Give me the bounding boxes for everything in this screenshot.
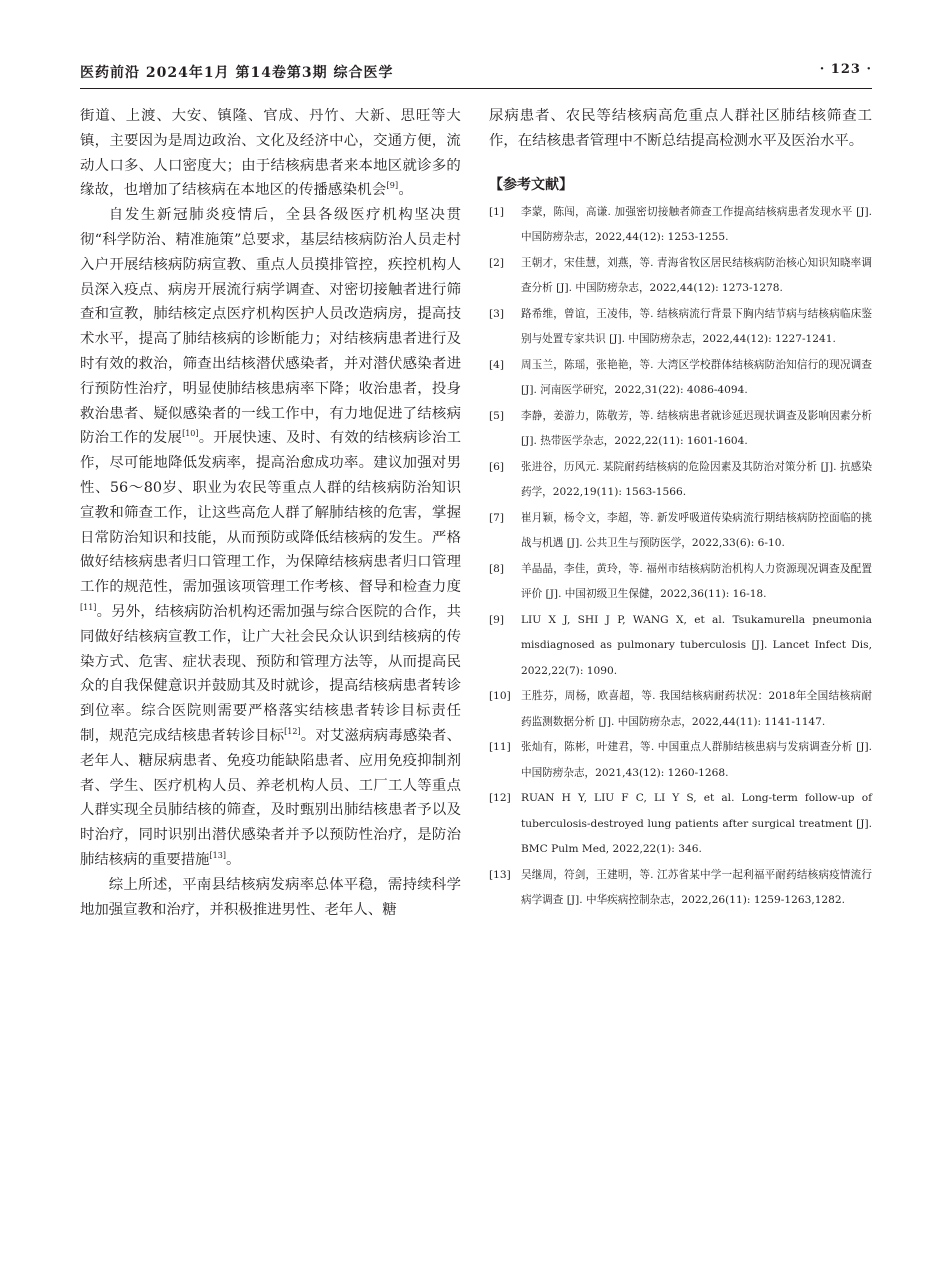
paragraph: 尿病患者、农民等结核病高危重点人群社区肺结核筛查工作，在结核患者管理中不断总结提高检测水平及医治水平。 [489,108,872,149]
reference-item: [3] 路希维，曾谊，王凌伟，等. 结核病流行背景下胸内结节病与结核病临床鉴别与处置专家共识 [J]. 中国防痨杂志，2022,44(12): 1227-1241. [489,307,872,346]
left-column [80,104,461,922]
running-header [80,62,872,89]
reference-item: [10] 王胜芬，周杨，欧喜超，等. 我国结核病耐药状况：2018年全国结核病耐药监测数据分析 [J]. 中国防痨杂志，2022,44(11): 1141-1147. [489,690,872,728]
reference-item: [9] LIU X J, SHI J P, WANG X, et al. Tsukamurella pneumonia misdiagnosed as pulmonary tuberculosis [J]. Lancet Infect Dis, 2022,22(7): 1090. [489,613,872,677]
references-heading: 【参考文献】 [489,176,573,193]
reference-item: [8] 羊晶晶，李佳，黄玲，等. 福州市结核病防治机构人力资源现况调查及配置评价 [J]. 中国初级卫生保健，2022,36(11): 16-18. [489,562,872,601]
right-column [489,104,872,914]
reference-item: [12] RUAN H Y, LIU F C, LI Y S, et al. Long-term follow-up of tuberculosis-destroyed lung patients after surgical treatment [J]. BMC Pulm Med, 2022,22(1): 346. [489,792,872,856]
page-number: · 123 · [819,62,872,77]
reference-item: [1] 李蒙，陈闯，高谦. 加强密切接触者筛查工作提高结核病患者发现水平 [J]. 中国防痨杂志，2022,44(12): 1253-1255. [489,205,872,244]
reference-item: [5] 李静，姜游力，陈敬芳，等. 结核病患者就诊延迟现状调查及影响因素分析 [J]. 热带医学杂志，2022,22(11): 1601-1604. [489,409,872,448]
paragraph: 自发生新冠肺炎疫情后，全县各级医疗机构坚决贯彻“科学防治、精准施策”总要求，基层结核病防治人员走村入户开展结核病防病宣教、重点人员摸排管控，疾控机构人员深入疫点、病房开展流行病学调查、对密切接触者进行筛查和宣教，肺结核定点医疗机构医护人员改造病房，提高技术水平，提高了肺结核病的诊断能力；对结核病患者进行及时有效的救治，筛查出结核潜伏感染者，并对潜伏感染者进行预防性治疗，明显使肺结核患病率下降；收治患者，投身救治患者、疑似感染者的一线工作中，有力地促进了结核病防治工作的发展[10]。开展快速、及时、有效的结核病诊治工作，尽可能地降低发病率，提高治愈成功率。建议加强对男性、56～80岁、职业为农民等重点人群的结核病防治知识宣教和筛查工作，让这些高危人群了解肺结核的危害，掌握日常防治知识和技能，从而预防或降低结核病的发生。严格做好结核病患者归口管理工作，为保障结核病患者归口管理工作的规范性，需加强该项管理工作考核、督导和检查力度[11]。另外，结核病防治机构还需加强与综合医院的合作，共同做好结核病宣教工作，让广大社会民众认识到结核病的传染方式、危害、症状表现、预防和管理方法等，从而提高民众的自我保健意识并鼓励其及时就诊，提高结核病患者转诊到位率。综合医院则需要严格落实结核患者转诊目标责任制，规范完成结核患者转诊目标[12]。对艾滋病病毒感染者、老年人、糖尿病患者、免疫功能缺陷患者、应用免疫抑制剂者、学生、医疗机构人员、养老机构人员、工厂工人等重点人群实现全员肺结核的筛查，及时甄别出肺结核患者予以及时治疗，同时识别出潜伏感染者并予以预防性治疗，是防治肺结核病的重要措施[13]。 [80,207,461,868]
reference-item: [2] 王朝才，宋佳慧，刘燕，等. 青海省牧区居民结核病防治核心知识知晓率调查分析 [J]. 中国防痨杂志，2022,44(12): 1273-1278. [489,256,872,295]
reference-item: [11] 张灿有，陈彬，叶建君，等. 中国重点人群肺结核患病与发病调查分析 [J]. 中国防痨杂志，2021,43(12): 1260-1268. [489,741,872,779]
paragraph: 街道、上渡、大安、镇隆、官成、丹竹、大新、思旺等大镇，主要因为是周边政治、文化及经济中心，交通方便，流动人口多、人口密度大；由于结核病患者来本地区就诊多的缘故，也增加了结核病在本地区的传播感染机会[9]。 [80,108,461,199]
reference-item: [13] 吴继周，符剑，王建明，等. 江苏省某中学一起利福平耐药结核病疫情流行病学调查 [J]. 中华疾病控制杂志，2022,26(11): 1259-1263,1282. [489,868,872,907]
paragraph: 综上所述，平南县结核病发病率总体平稳，需持续科学地加强宣教和治疗，并积极推进男性、老年人、糖 [80,876,461,918]
reference-item: [6] 张进谷，历风元. 某院耐药结核病的危险因素及其防治对策分析 [J]. 抗感染药学，2022,19(11): 1563-1566. [489,460,872,499]
reference-item: [4] 周玉兰，陈瑶，张艳艳，等. 大湾区学校群体结核病防治知信行的现况调查 [J]. 河南医学研究，2022,31(22): 4086-4094. [489,358,872,397]
reference-list [489,200,872,914]
reference-item: [7] 崔月颖，杨令文，李超，等. 新发呼吸道传染病流行期结核病防控面临的挑战与机遇 [J]. 公共卫生与预防医学，2022,33(6): 6-10. [489,511,872,550]
journal-info: 医药前沿 2024年1月 第14卷第3期 综合医学 [80,65,394,81]
